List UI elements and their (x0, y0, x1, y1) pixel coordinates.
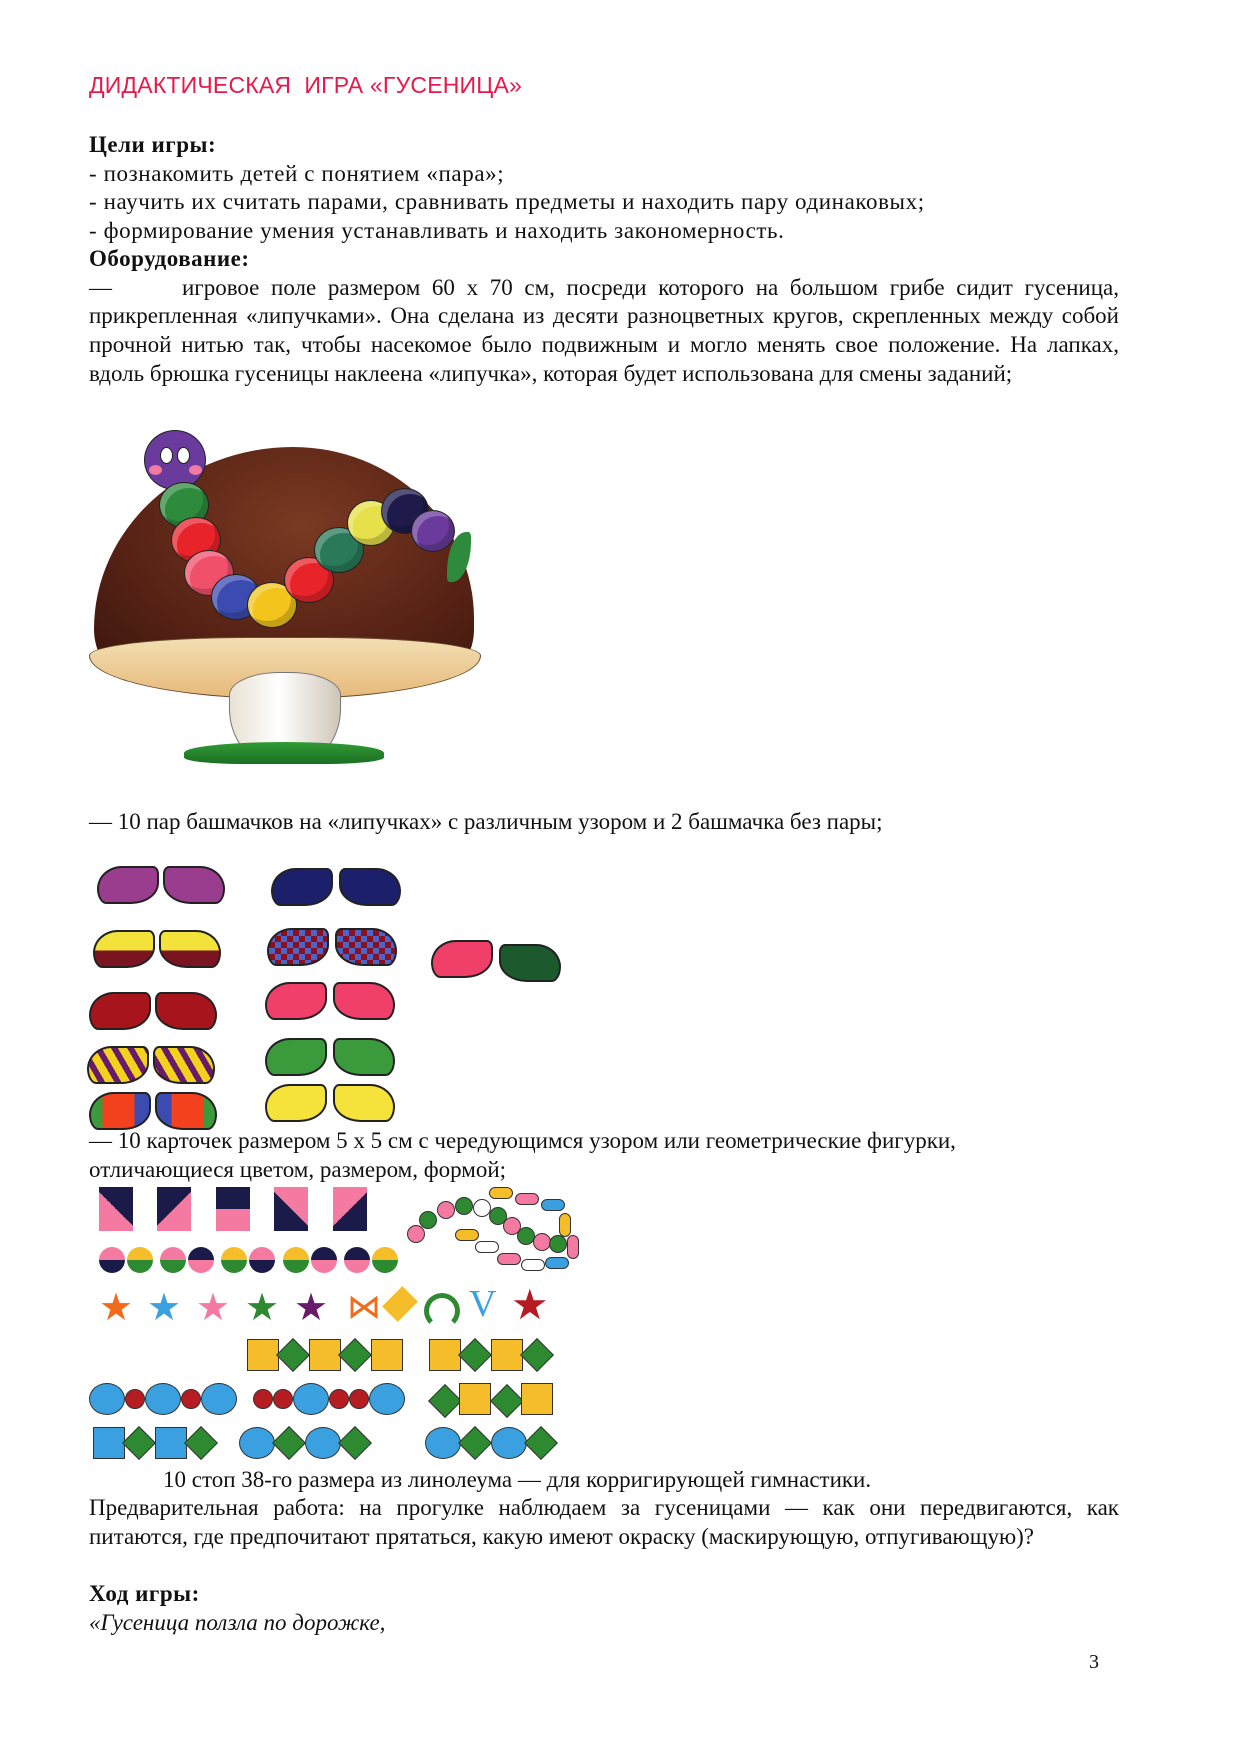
unpaired-shoe (431, 940, 493, 978)
shoe (265, 1038, 327, 1076)
square-shape (309, 1339, 341, 1371)
circle-shape (293, 1383, 329, 1415)
half-circle (249, 1247, 275, 1273)
diamond-shape (184, 1426, 218, 1460)
caterpillar-eye (177, 447, 190, 464)
caterpillar-on-mushroom-illustration (89, 422, 479, 782)
shoe (271, 868, 333, 906)
circle-shape (239, 1427, 275, 1459)
star-icon: ★ (294, 1287, 329, 1329)
caterpillar-head (144, 430, 206, 490)
half-circle (372, 1247, 398, 1273)
diamond-shape (338, 1426, 372, 1460)
equipment-heading: Оборудование: (89, 246, 250, 271)
verse-line: «Гусеница ползла по дорожке, (89, 1609, 386, 1635)
half-circle (160, 1247, 186, 1273)
diamond-shape (276, 1338, 310, 1372)
bead (475, 1241, 499, 1253)
square-shape (93, 1427, 125, 1459)
bead (559, 1213, 571, 1237)
goal-item: - формирование умения устанавливать и находить закономерность. (89, 218, 785, 244)
half-circle (127, 1247, 153, 1273)
square-shape (521, 1383, 553, 1415)
half-circle (99, 1247, 125, 1273)
shoe (163, 866, 225, 904)
bead (567, 1235, 579, 1259)
circle-shape (273, 1389, 293, 1409)
square-shape (371, 1339, 403, 1371)
shoe (339, 868, 401, 906)
star-icon: ★ (99, 1287, 134, 1329)
circle-shape (125, 1389, 145, 1409)
circle-shape (369, 1383, 405, 1415)
grass (184, 742, 384, 764)
chevron-down-icon: V (469, 1283, 497, 1325)
circle-shape (201, 1383, 237, 1415)
shoe (333, 1038, 395, 1076)
bead (407, 1225, 425, 1243)
bowtie-icon: ⋈ (347, 1289, 381, 1326)
caterpillar-cheek (149, 465, 162, 475)
circle-shape (305, 1427, 341, 1459)
star-icon: ★ (147, 1287, 182, 1329)
goal-item: - познакомить детей с понятием «пара»; (89, 160, 505, 186)
goal-item: - научить их считать парами, сравнивать предметы и находить пару одинаковых; (89, 189, 925, 215)
shoe (153, 1046, 215, 1084)
bead (455, 1197, 473, 1215)
shoe (93, 930, 155, 968)
game-course-heading: Ход игры: (89, 1581, 200, 1606)
half-circle (188, 1247, 214, 1273)
equipment-item-game-field: — игровое поле размером 60 х 70 см, посреди которого на большом грибе сидит гусеница, прикрепленная «липучками». Она сделана из десяти разноцветных кругов, скрепленных между собой прочной нитью так, чтобы насекомое было подвижным и могло менять свое положение. На лапках, вдоль брюшка гусеницы наклеена «липучка», которая будет использована для смены заданий; (89, 274, 1125, 386)
half-circle (311, 1247, 337, 1273)
document-title: ДИДАКТИЧЕСКАЯ ИГРА «ГУСЕНИЦА» (89, 72, 523, 98)
circle-shape (89, 1383, 125, 1415)
diamond-shape (490, 1384, 524, 1418)
shoe (89, 992, 151, 1030)
bead (521, 1259, 545, 1271)
diamond-shape (338, 1338, 372, 1372)
star-icon: ★ (245, 1287, 280, 1329)
bead (437, 1201, 455, 1219)
diamond-shape (520, 1338, 554, 1372)
bead (549, 1235, 567, 1253)
circle-shape (181, 1389, 201, 1409)
page-number: 3 (1089, 1651, 1099, 1673)
star-icon: ★ (196, 1287, 231, 1329)
circle-shape (491, 1427, 527, 1459)
shoe (97, 866, 159, 904)
shoe (333, 982, 395, 1020)
ring-icon (424, 1293, 460, 1329)
bead (489, 1187, 513, 1199)
square-shape (459, 1383, 491, 1415)
unpaired-shoe (499, 944, 561, 982)
caterpillar-cheek (189, 465, 202, 475)
diamond-shape (428, 1384, 462, 1418)
shoe (267, 928, 329, 966)
circle-shape (349, 1389, 369, 1409)
goals-heading: Цели игры: (89, 132, 217, 157)
pattern-cards-illustration (89, 1183, 609, 1468)
square-shape (491, 1339, 523, 1371)
shoe (265, 982, 327, 1020)
bead (497, 1253, 521, 1265)
diamond-shape (122, 1426, 156, 1460)
diamond-shape (458, 1338, 492, 1372)
equipment-section (89, 245, 1125, 389)
diamond-shape (524, 1426, 558, 1460)
bead (541, 1199, 565, 1211)
shoe (333, 1084, 395, 1122)
game-course-section (89, 1580, 1119, 1637)
equipment-item-feet: 10 стоп 38-го размера из линолеума — для корригирующей гимнастики. (163, 1467, 872, 1492)
diamond-shape (272, 1426, 306, 1460)
bead (515, 1193, 539, 1205)
shoes-illustration (89, 860, 589, 1130)
shoe (155, 1092, 217, 1130)
circle-shape (329, 1389, 349, 1409)
half-circle (283, 1247, 309, 1273)
pattern-card (99, 1187, 133, 1231)
square-shape (247, 1339, 279, 1371)
equipment-item-cards: — 10 карточек размером 5 х 5 см с чередующимся узором или геометрические фигурки, отличающиеся цветом, размером, формой; (89, 1128, 956, 1182)
diamond-shape (458, 1426, 492, 1460)
square-shape (429, 1339, 461, 1371)
pattern-card (216, 1187, 250, 1231)
shoe (89, 1092, 151, 1130)
equipment-item-shoes: — 10 пар башмачков на «липучках» с различным узором и 2 башмачка без пары; (89, 809, 883, 834)
shoe (335, 928, 397, 966)
circle-shape (145, 1383, 181, 1415)
circle-shape (253, 1389, 273, 1409)
diamond-icon (382, 1286, 418, 1322)
pattern-card (333, 1187, 367, 1231)
caterpillar-eye (160, 447, 173, 464)
shoe (87, 1046, 149, 1084)
square-shape (155, 1427, 187, 1459)
shoe (265, 1084, 327, 1122)
shoe (159, 930, 221, 968)
preliminary-work: Предварительная работа: на прогулке наблюдаем за гусеницами — как они передвигаются, как питаются, где предпочитают прятаться, какую имеют окраску (маскирующую, отпугивающую)? (89, 1495, 1119, 1549)
goals-section (89, 131, 1119, 246)
bead (419, 1211, 437, 1229)
pattern-card (274, 1187, 308, 1231)
caterpillar-segment (411, 510, 455, 552)
star-icon: ★ (511, 1283, 549, 1329)
pattern-card (157, 1187, 191, 1231)
circle-shape (425, 1427, 461, 1459)
shoe (155, 992, 217, 1030)
half-circle (221, 1247, 247, 1273)
half-circle (344, 1247, 370, 1273)
bead (455, 1229, 479, 1241)
bead (545, 1257, 569, 1269)
